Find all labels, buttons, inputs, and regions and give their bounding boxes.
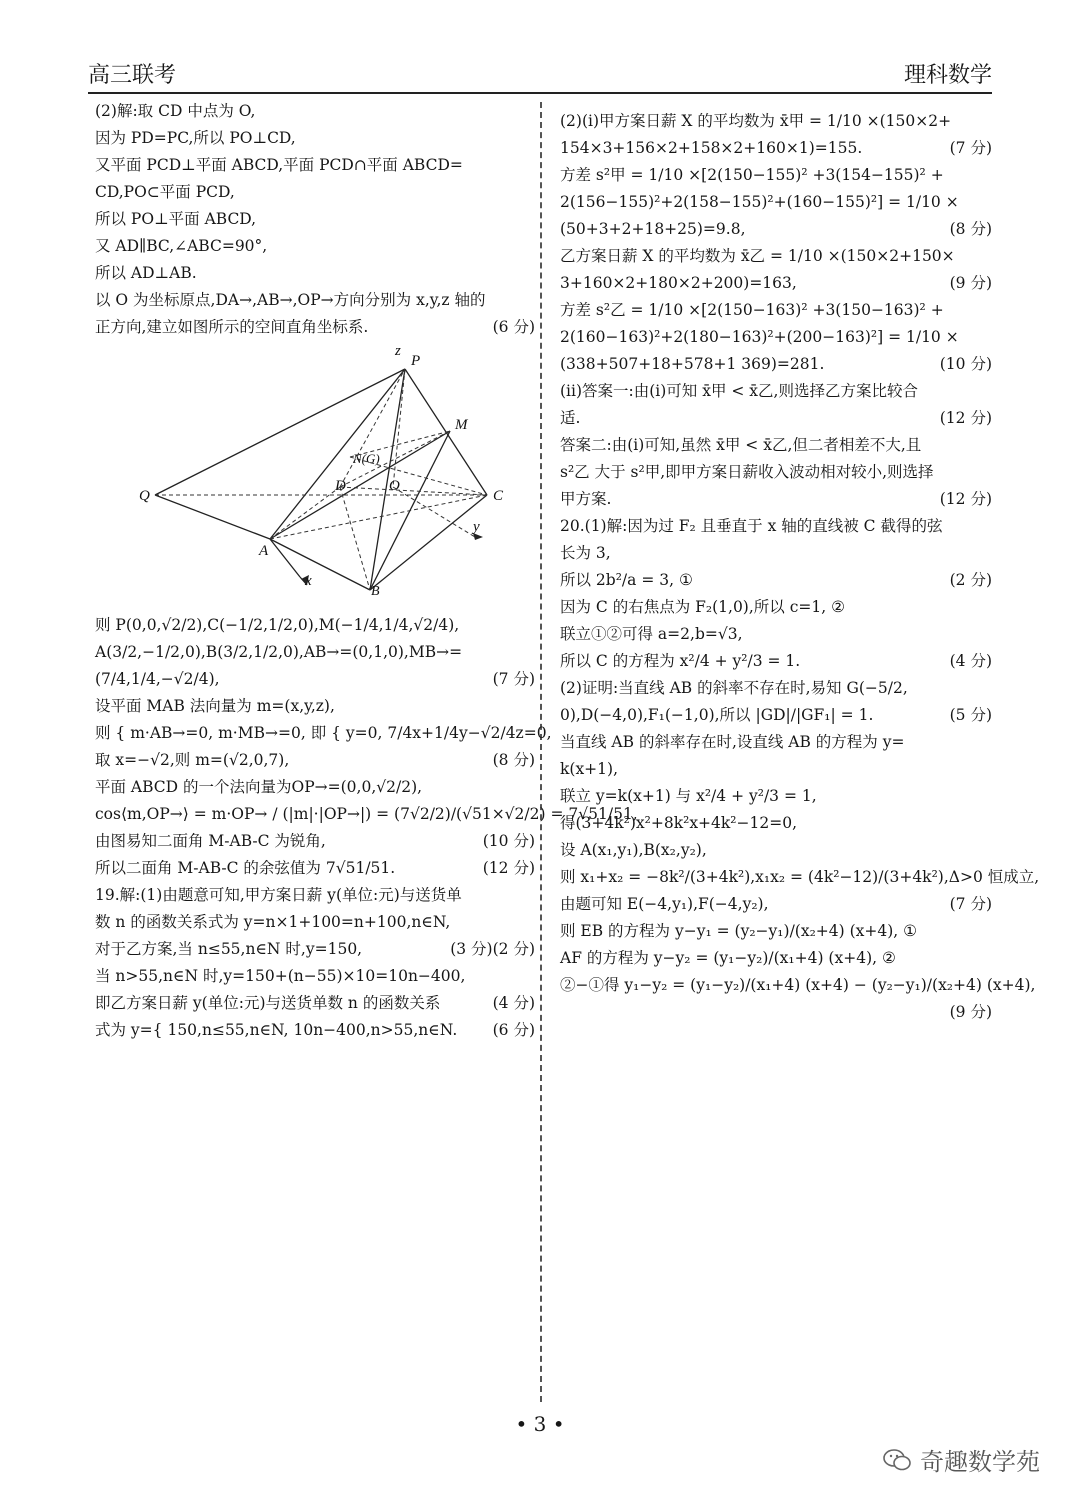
text-line — [560, 378, 992, 405]
label-O: O — [389, 478, 400, 494]
line-text: AF 的方程为 y−y₂ = (y₁−y₂)/(x₁+4) (x+4), ② — [560, 949, 896, 967]
text-line — [95, 693, 535, 720]
text-line — [560, 432, 992, 459]
text-line — [560, 864, 1040, 891]
line-text: 长为 3, — [560, 544, 611, 562]
score-mark: (2 分) — [949, 571, 992, 589]
header-right: 理科数学 — [903, 63, 992, 88]
text-line — [560, 783, 992, 810]
line-text: 当直线 AB 的斜率存在时,设直线 AB 的方程为 y= — [560, 733, 905, 751]
label-A: A — [259, 543, 269, 559]
text-line — [95, 98, 535, 125]
line-text: 所以 C 的方程为 x²/4 + y²/3 = 1. — [560, 652, 801, 670]
line-text: (338+507+18+578+1 369)=281. — [560, 355, 825, 373]
header-rule — [88, 92, 992, 94]
line-text: 甲方案. — [560, 490, 612, 508]
text-line — [560, 351, 992, 378]
line-text: (2)解:取 CD 中点为 O, — [95, 102, 256, 120]
line-text: 答案二:由(i)可知,虽然 x̄甲 < x̄乙,但二者相差不大,且 — [560, 436, 922, 454]
text-line — [560, 405, 992, 432]
line-text: 则 x₁+x₂ = −8k²/(3+4k²),x₁x₂ = (4k²−12)/(3+4k²),Δ>0 恒成立, — [560, 868, 1040, 886]
line-text: 则 P(0,0,√2/2),C(−1/2,1/2,0),M(−1/4,1/4,√2/4), — [95, 616, 460, 634]
text-line — [560, 243, 992, 270]
text-line — [560, 945, 992, 972]
line-text: 所以 PO⊥平面 ABCD, — [95, 210, 257, 228]
line-text: cos⟨m,OP→⟩ = m·OP→ / (|m|·|OP→|) = (7√2/2)/(√51×√2/2) = 7√51/51, — [95, 805, 638, 823]
line-text: (ii)答案一:由(i)可知 x̄甲 < x̄乙,则选择乙方案比较合 — [560, 382, 918, 400]
label-P: P — [411, 353, 421, 369]
line-text: 乙方案日薪 X 的平均数为 x̄乙 = 1/10 ×(150×2+150× — [560, 247, 955, 265]
text-line — [560, 837, 992, 864]
line-text: 又平面 PCD⊥平面 ABCD,平面 PCD∩平面 ABCD= — [95, 156, 463, 174]
line-text: 则 EB 的方程为 y−y₁ = (y₂−y₁)/(x₂+4) (x+4), ① — [560, 922, 918, 940]
score-mark: (12 分) — [482, 859, 535, 877]
text-line — [560, 729, 992, 756]
watermark — [882, 1442, 1040, 1477]
label-M: M — [455, 417, 468, 433]
column-divider — [540, 102, 542, 1402]
score-mark: (2 分) — [492, 940, 535, 958]
line-text: 平面 ABCD 的一个法向量为OP→=(0,0,√2/2), — [95, 778, 423, 796]
line-text: k(x+1), — [560, 760, 619, 778]
line-text: 所以 AD⊥AB. — [95, 264, 197, 282]
text-line — [95, 909, 535, 936]
line-text: 方差 s²甲 = 1/10 ×[2(150−155)² +3(154−155)² + — [560, 166, 944, 184]
score-mark: (10 分) — [939, 355, 992, 373]
line-text: 所以二面角 M-AB-C 的余弦值为 7√51/51. — [95, 859, 396, 877]
text-line — [560, 324, 992, 351]
text-line — [95, 612, 535, 639]
text-line — [560, 675, 992, 702]
text-line — [560, 594, 992, 621]
score-mark: (9 分) — [949, 274, 992, 292]
text-line — [95, 720, 552, 747]
text-line — [95, 639, 535, 666]
text-line — [560, 459, 992, 486]
line-text: 又 AD∥BC,∠ABC=90°, — [95, 237, 268, 255]
line-text: 数 n 的函数关系式为 y=n×1+100=n+100,n∈N, — [95, 913, 451, 931]
score-mark: (6 分) — [492, 318, 535, 336]
label-B: B — [371, 584, 380, 599]
page-header — [88, 58, 992, 88]
label-y: y — [473, 519, 480, 535]
text-line — [560, 756, 992, 783]
text-line — [95, 287, 535, 314]
line-text: 即乙方案日薪 y(单位:元)与送货单数 n 的函数关系 — [95, 994, 441, 1012]
text-line — [95, 179, 535, 206]
text-line — [560, 891, 992, 918]
text-line — [560, 297, 992, 324]
text-line — [560, 918, 992, 945]
text-line — [560, 216, 992, 243]
text-line — [560, 567, 992, 594]
score-mark: (10 分) — [482, 832, 535, 850]
text-line — [560, 648, 992, 675]
score-mark: (6 分) — [492, 1021, 535, 1039]
text-line — [95, 260, 535, 287]
text-line — [95, 125, 535, 152]
line-text: 适. — [560, 409, 581, 427]
label-z: z — [395, 343, 401, 359]
text-line — [95, 801, 638, 828]
text-line — [95, 314, 535, 341]
text-line — [95, 152, 535, 179]
score-mark: (8 分) — [492, 751, 535, 769]
text-line — [95, 666, 535, 693]
text-line — [560, 162, 992, 189]
text-line — [560, 486, 992, 513]
text-line — [560, 972, 1036, 999]
score-mark: (7 分) — [492, 670, 535, 688]
line-text: 联立 y=k(x+1) 与 x²/4 + y²/3 = 1, — [560, 787, 817, 805]
score-mark: (4 分) — [949, 652, 992, 670]
score-mark: (4 分) — [492, 994, 535, 1012]
line-text: 0),D(−4,0),F₁(−1,0),所以 |GD|/|GF₁| = 1. — [560, 706, 874, 724]
text-line — [560, 540, 992, 567]
text-line — [95, 882, 535, 909]
line-text: A(3/2,−1/2,0),B(3/2,1/2,0),AB→=(0,1,0),MB→= — [95, 643, 463, 661]
score-mark: (12 分) — [939, 409, 992, 427]
text-line — [560, 702, 992, 729]
page-number: • 3 • — [515, 1412, 565, 1436]
line-text: s²乙 大于 s²甲,即甲方案日薪收入波动相对较小,则选择 — [560, 463, 934, 481]
text-line — [95, 990, 535, 1017]
line-text: (2)(i)甲方案日薪 X 的平均数为 x̄甲 = 1/10 ×(150×2+ — [560, 112, 952, 130]
label-N: N(G) — [353, 451, 380, 466]
text-line — [95, 206, 535, 233]
header-left: 高三联考 — [88, 63, 177, 88]
text-line — [560, 270, 992, 297]
text-line — [560, 810, 992, 837]
line-text: 所以 2b²/a = 3, ① — [560, 571, 693, 589]
score-mark: (12 分) — [939, 490, 992, 508]
line-text: 19.解:(1)由题意可知,甲方案日薪 y(单位:元)与送货单 — [95, 886, 462, 904]
line-text: 当 n>55,n∈N 时,y=150+(n−55)×10=10n−400, — [95, 967, 466, 985]
score-mark: (7 分) — [949, 139, 992, 157]
geometry-diagram — [95, 343, 535, 599]
line-text: CD,PO⊂平面 PCD, — [95, 183, 235, 201]
label-D: D — [335, 478, 346, 494]
line-text: 式为 y={ 150,n≤55,n∈N, 10n−400,n>55,n∈N. — [95, 1021, 458, 1039]
line-text: 对于乙方案,当 n≤55,n∈N 时,y=150, — [95, 940, 363, 958]
label-C: C — [493, 488, 504, 504]
line-text: 因为 C 的右焦点为 F₂(1,0),所以 c=1, ② — [560, 598, 845, 616]
text-line — [560, 108, 992, 135]
score-mark: (3 分) — [450, 940, 493, 958]
score-mark: (9 分) — [949, 1003, 992, 1021]
line-text: 方差 s²乙 = 1/10 ×[2(150−163)² +3(150−163)² + — [560, 301, 944, 319]
score-mark: (5 分) — [949, 706, 992, 724]
text-line — [560, 513, 992, 540]
line-text: (2)证明:当直线 AB 的斜率不存在时,易知 G(−5/2, — [560, 679, 908, 697]
text-line — [95, 233, 535, 260]
line-text: ②−①得 y₁−y₂ = (y₁−y₂)/(x₁+4) (x+4) − (y₂−y₁)/(x₂+4) (x+4), — [560, 976, 1036, 994]
line-text: 由题可知 E(−4,y₁),F(−4,y₂), — [560, 895, 769, 913]
line-text: (50+3+2+18+25)=9.8, — [560, 220, 746, 238]
line-text: 因为 PD=PC,所以 PO⊥CD, — [95, 129, 296, 147]
text-line — [95, 747, 535, 774]
line-text: 以 O 为坐标原点,DA→,AB→,OP→方向分别为 x,y,z 轴的 — [95, 291, 486, 309]
line-text: 得(3+4k²)x²+8k²x+4k²−12=0, — [560, 814, 798, 832]
text-line — [95, 855, 535, 882]
line-text: 则 { m·AB→=0, m·MB→=0, 即 { y=0, 7/4x+1/4y−√2/4z=0, — [95, 724, 552, 742]
watermark-text: 奇趣数学苑 — [920, 1448, 1040, 1476]
line-text: 设 A(x₁,y₁),B(x₂,y₂), — [560, 841, 707, 859]
label-Q: Q — [139, 488, 150, 504]
line-text: (7/4,1/4,−√2/4), — [95, 670, 220, 688]
text-line — [560, 621, 992, 648]
text-line — [560, 189, 992, 216]
line-text: 由图易知二面角 M-AB-C 为锐角, — [95, 832, 326, 850]
line-text: 取 x=−√2,则 m=(√2,0,7), — [95, 751, 290, 769]
label-x: x — [305, 573, 312, 589]
line-text: 联立①②可得 a=2,b=√3, — [560, 625, 743, 643]
score-mark: (8 分) — [949, 220, 992, 238]
line-text: 20.(1)解:因为过 F₂ 且垂直于 x 轴的直线被 C 截得的弦 — [560, 517, 943, 535]
text-line — [95, 1017, 535, 1044]
line-text: 2(156−155)²+2(158−155)²+(160−155)²] = 1/10 × — [560, 193, 959, 211]
wechat-icon — [882, 1447, 912, 1473]
text-line — [560, 135, 992, 162]
text-line — [95, 936, 535, 963]
line-text: 设平面 MAB 法向量为 m=(x,y,z), — [95, 697, 335, 715]
text-line — [95, 828, 535, 855]
line-text: 2(160−163)²+2(180−163)²+(200−163)²] = 1/10 × — [560, 328, 959, 346]
right-column — [560, 108, 1040, 1026]
line-text: 3+160×2+180×2+200)=163, — [560, 274, 797, 292]
line-text: 154×3+156×2+158×2+160×1)=155. — [560, 139, 863, 157]
line-text: 正方向,建立如图所示的空间直角坐标系. — [95, 318, 369, 336]
text-line — [95, 963, 535, 990]
text-line — [95, 774, 535, 801]
score-mark: (7 分) — [949, 895, 992, 913]
